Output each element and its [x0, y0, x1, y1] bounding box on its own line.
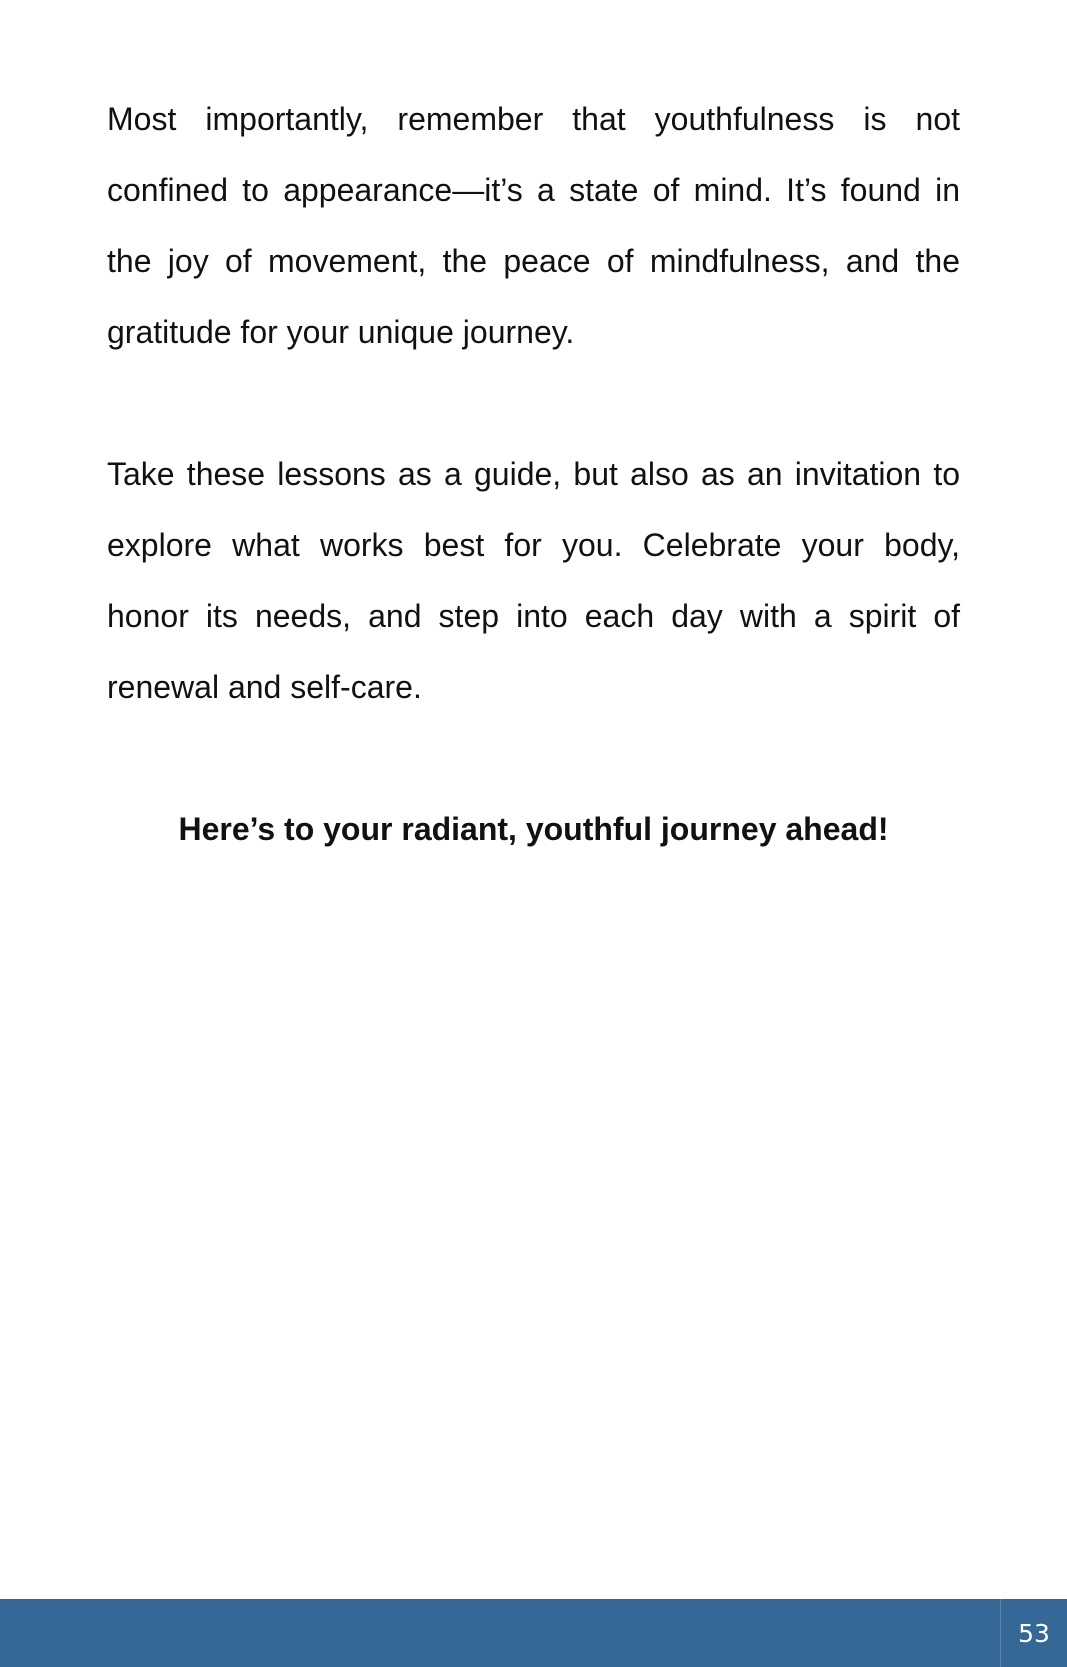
footer-bar: [0, 1599, 1067, 1667]
closing-line: Here’s to your radiant, youthful journey ahead!: [178, 811, 889, 847]
page-content: [107, 84, 960, 865]
page-number: 53: [1000, 1599, 1067, 1667]
body-paragraph-2: Take these lessons as a guide, but also as an invitation to explore what works best for you. Celebrate your body, honor its needs, and step into each day with a spirit of renewal and self-care.: [107, 456, 960, 705]
body-paragraph-1: Most importantly, remember that youthfulness is not confined to appearance—it’s a state of mind. It’s found in the joy of movement, the peace of mindfulness, and the gratitude for your unique journey.: [107, 101, 960, 350]
